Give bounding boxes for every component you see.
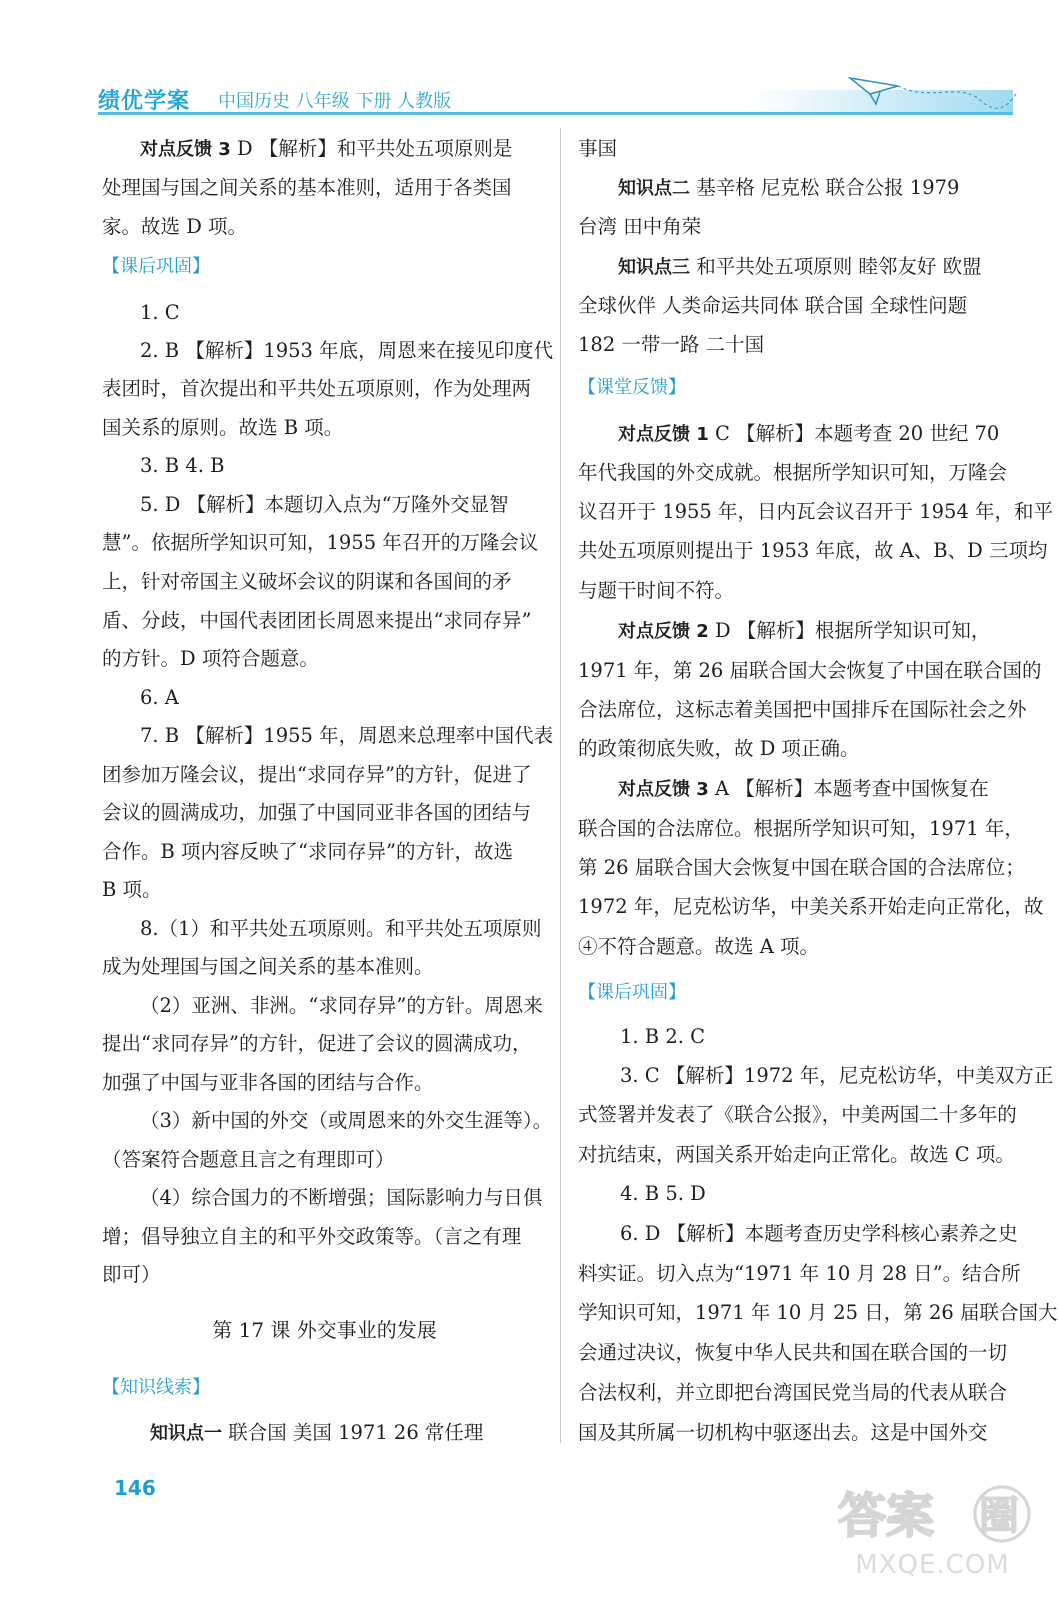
- answer-line: 1. B 2. C: [620, 1025, 706, 1048]
- answer-line: （答案符合题意且言之有理即可）: [102, 1148, 395, 1171]
- section-tag-clues: 【知识线索】: [102, 1377, 210, 1398]
- text-line: 合法席位，这标志着美国把中国排斥在国际社会之外: [578, 698, 1027, 721]
- answer-line: 国关系的原则。故选 B 项。: [102, 416, 344, 439]
- page-header: [98, 72, 1018, 124]
- answer-line: 8.（1）和平共处五项原则。和平共处五项原则: [140, 917, 542, 940]
- svg-text:圈: 圈: [979, 1493, 1019, 1539]
- answer-line: 成为处理国与国之间关系的基本准则。: [102, 955, 434, 978]
- feedback-2: [618, 616, 990, 647]
- answer-line: 学知识可知，1971 年 10 月 25 日，第 26 届联合国大: [578, 1301, 1058, 1324]
- answer-line: 表团时，首次提出和平共处五项原则，作为处理两: [102, 377, 532, 400]
- answer-line: 料实证。切入点为“1971 年 10 月 28 日”。结合所: [578, 1262, 1021, 1285]
- column-divider: [560, 128, 561, 1443]
- knowledge-text: 基辛格 尼克松 联合公报 1979: [690, 176, 960, 199]
- paper-plane-icon: [840, 72, 1020, 116]
- answer-line: 2. B 【解析】1953 年底，周恩来在接见印度代: [140, 339, 554, 362]
- answer-line: （2）亚洲、非洲。“求同存异”的方针。周恩来: [140, 994, 543, 1017]
- answer-line: 合法权利，并立即把台湾国民党当局的代表从联合: [578, 1381, 1008, 1404]
- answer-line: 7. B 【解析】1955 年，周恩来总理率中国代表: [140, 724, 554, 747]
- text-line: 全球伙伴 人类命运共同体 联合国 全球性问题: [578, 294, 968, 317]
- answer-line: 合作。B 项内容反映了“求同存异”的方针，故选: [102, 840, 513, 863]
- feedback-3-intro: [140, 134, 512, 165]
- knowledge-text: 联合国 美国 1971 26 常任理: [222, 1421, 484, 1444]
- knowledge-text: 和平共处五项原则 睦邻友好 欧盟: [690, 255, 982, 278]
- feedback-text: C 【解析】本题考查 20 世纪 70: [708, 422, 1000, 445]
- text-line: 与题干时间不符。: [578, 579, 735, 602]
- section-tag-review: 【课后巩固】: [578, 982, 686, 1003]
- page-number: 146: [114, 1476, 156, 1500]
- answer-line: （4）综合国力的不断增强；国际影响力与日俱: [140, 1186, 543, 1209]
- watermark-logo-icon: [830, 1476, 1035, 1548]
- answer-line: 会议的圆满成功，加强了中国同亚非各国的团结与: [102, 801, 532, 824]
- knowledge-point-2: [618, 173, 959, 204]
- feedback-label: 对点反馈 3: [618, 779, 709, 800]
- feedback-text: D 【解析】根据所学知识可知，: [708, 619, 991, 642]
- section-tag-review: 【课后巩固】: [102, 256, 210, 277]
- text-line: 1972 年，尼克松访华，中美关系开始走向正常化，故: [578, 895, 1044, 918]
- book-subtitle: 中国历史 八年级 下册 人教版: [218, 91, 452, 112]
- answer-line: （3）新中国的外交（或周恩来的外交生涯等）。: [140, 1109, 553, 1132]
- text-line: 共处五项原则提出于 1953 年底，故 A、B、D 三项均: [578, 539, 1048, 562]
- feedback-1: [618, 419, 999, 450]
- answer-line: 3. C 【解析】1972 年，尼克松访华，中美双方正: [620, 1064, 1054, 1087]
- answer-line: 的方针。D 项符合题意。: [102, 647, 319, 670]
- answer-line: 盾、分歧，中国代表团团长周恩来提出“求同存异”: [102, 609, 532, 632]
- text-line: 处理国与国之间关系的基本准则，适用于各类国: [102, 176, 512, 199]
- text-line: 家。故选 D 项。: [102, 215, 248, 238]
- text-line: 第 26 届联合国大会恢复中国在联合国的合法席位；: [578, 856, 1025, 879]
- watermark: [830, 1476, 1035, 1586]
- answer-line: 提出“求同存异”的方针，促进了会议的圆满成功，: [102, 1032, 532, 1055]
- answer-line: 即可）: [102, 1263, 161, 1286]
- feedback-text: D 【解析】和平共处五项原则是: [230, 137, 513, 160]
- answer-line: 慧”。依据所学知识可知，1955 年召开的万隆会议: [102, 531, 539, 554]
- answer-line: 上，针对帝国主义破坏会议的阴谋和各国间的矛: [102, 570, 512, 593]
- text-line: 议召开于 1955 年，日内瓦会议召开于 1954 年，和平: [578, 500, 1054, 523]
- svg-text:答案: 答案: [838, 1488, 935, 1544]
- feedback-label: 对点反馈 3: [140, 139, 231, 160]
- text-line: 事国: [578, 137, 618, 160]
- knowledge-label: 知识点三: [618, 257, 690, 278]
- section-tag-class: 【课堂反馈】: [578, 377, 686, 398]
- knowledge-point-1: [150, 1418, 483, 1449]
- answer-line: 会通过决议，恢复中华人民共和国在联合国的一切: [578, 1341, 1008, 1364]
- feedback-label: 对点反馈 2: [618, 621, 709, 642]
- lesson-title: 第 17 课 外交事业的发展: [212, 1318, 437, 1342]
- text-line: 年代我国的外交成就。根据所学知识可知，万隆会: [578, 461, 1008, 484]
- text-line: 台湾 田中角荣: [578, 215, 702, 238]
- text-line: 联合国的合法席位。根据所学知识可知，1971 年，: [578, 817, 1024, 840]
- knowledge-label: 知识点二: [618, 178, 690, 199]
- watermark-url: MXQE.COM: [855, 1550, 1010, 1580]
- answer-line: B 项。: [102, 878, 162, 901]
- feedback-text: A 【解析】本题考查中国恢复在: [708, 777, 989, 800]
- text-line: ④不符合题意。故选 A 项。: [578, 935, 819, 958]
- answer-line: 加强了中国与亚非各国的团结与合作。: [102, 1071, 434, 1094]
- brand-title: 绩优学案: [98, 89, 191, 114]
- answer-line: 式签署并发表了《联合公报》，中美两国二十多年的: [578, 1103, 1017, 1126]
- answer-line: 国及其所属一切机构中驱逐出去。这是中国外交: [578, 1421, 988, 1444]
- answer-line: 4. B 5. D: [620, 1182, 706, 1205]
- knowledge-label: 知识点一: [150, 1423, 222, 1444]
- knowledge-point-3: [618, 252, 982, 283]
- answer-line: 1. C: [140, 301, 180, 324]
- feedback-label: 对点反馈 1: [618, 424, 709, 445]
- text-line: 182 一带一路 二十国: [578, 333, 765, 356]
- answer-line: 5. D 【解析】本题切入点为“万隆外交显智: [140, 493, 509, 516]
- text-line: 1971 年，第 26 届联合国大会恢复了中国在联合国的: [578, 659, 1042, 682]
- answer-line: 团参加万隆会议，提出“求同存异”的方针，促进了: [102, 763, 532, 786]
- answer-line: 3. B 4. B: [140, 454, 225, 477]
- answer-line: 增；倡导独立自主的和平外交政策等。（言之有理: [102, 1225, 522, 1248]
- feedback-3: [618, 774, 989, 805]
- answer-line: 6. D 【解析】本题考查历史学科核心素养之史: [620, 1222, 1018, 1245]
- answer-line: 对抗结束，两国关系开始走向正常化。故选 C 项。: [578, 1143, 1015, 1166]
- text-line: 的政策彻底失败，故 D 项正确。: [578, 737, 860, 760]
- answer-line: 6. A: [140, 686, 179, 709]
